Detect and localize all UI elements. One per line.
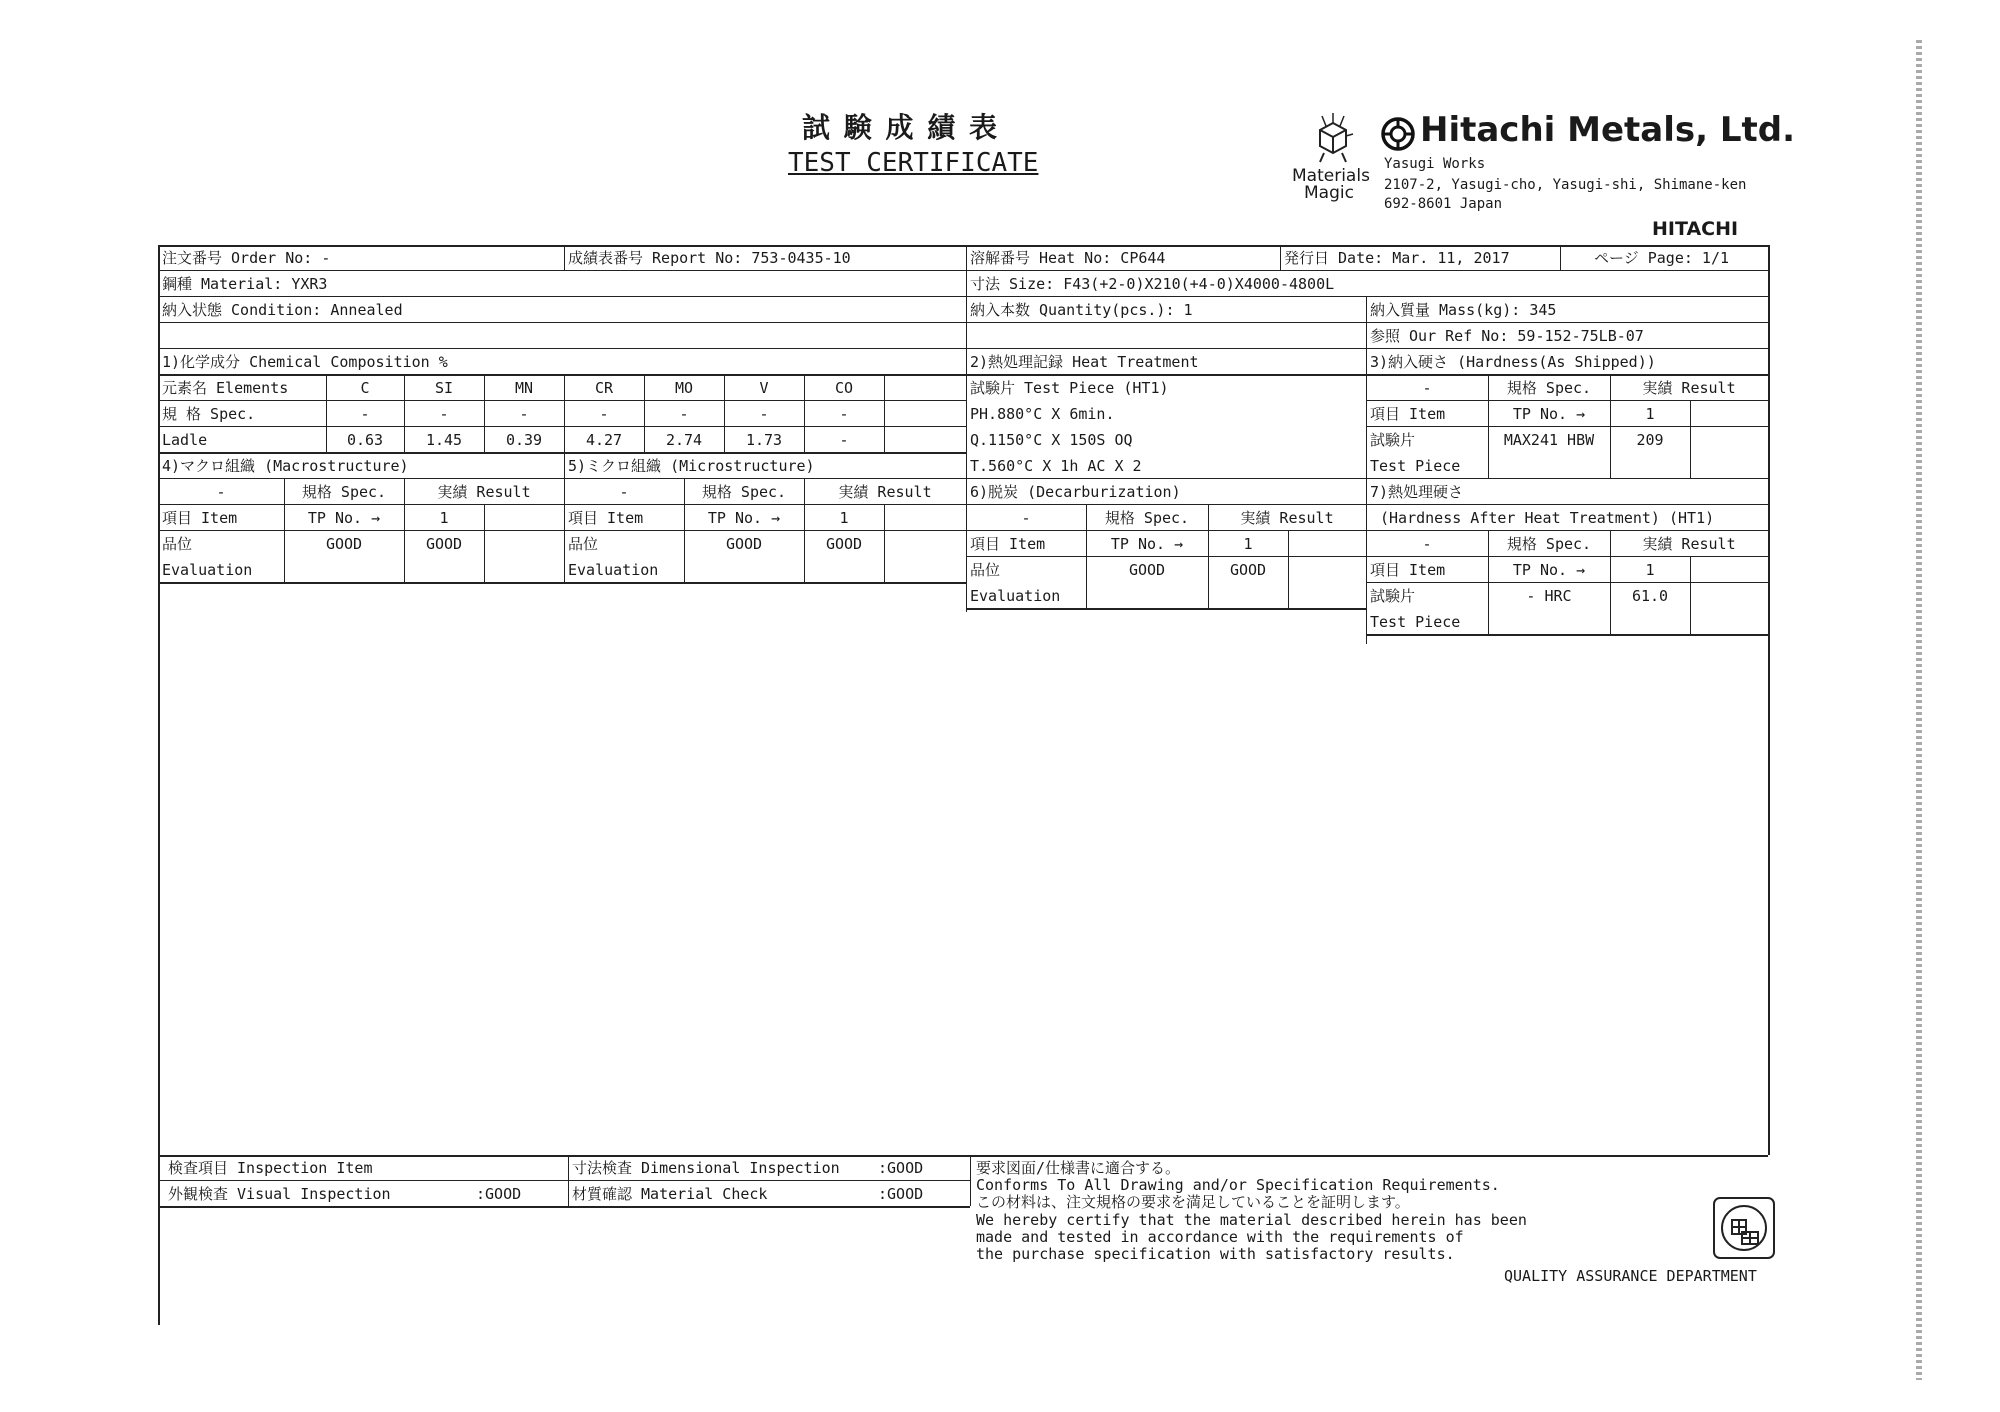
chem-ladle-cell: 1.73 bbox=[745, 431, 783, 449]
decarb-tp-value: 1 bbox=[1243, 535, 1253, 553]
hardht-subtitle: (Hardness After Heat Treatment) (HT1) bbox=[1380, 509, 1715, 527]
visual-inspection-value: :GOOD bbox=[476, 1185, 522, 1203]
quantity: 納入本数 Quantity(pcs.): 1 bbox=[970, 301, 1193, 319]
decarb-dash: - bbox=[1021, 509, 1031, 527]
micro-title: 5)ミクロ組織 (Microstructure) bbox=[568, 457, 815, 475]
hardht-item: 項目 Item bbox=[1370, 561, 1446, 579]
micro-eval-en: Evaluation bbox=[568, 561, 659, 579]
macro-eval-en: Evaluation bbox=[162, 561, 253, 579]
company-name: Hitachi Metals, Ltd. bbox=[1420, 110, 1796, 150]
hardht-tp: TP No. → bbox=[1512, 561, 1586, 579]
chem-ladle-label: Ladle bbox=[162, 431, 208, 449]
hardht-dash: - bbox=[1422, 535, 1432, 553]
hard-spec-header: 規格 Spec. bbox=[1506, 379, 1592, 397]
chem-ladle-cell: - bbox=[839, 431, 849, 449]
heat-line-1: PH.880°C X 6min. bbox=[970, 405, 1115, 423]
chem-ladle-cell: 0.63 bbox=[346, 431, 384, 449]
materials-magic-line2: Magic bbox=[1304, 183, 1354, 203]
size: 寸法 Size: F43(+2-0)X210(+4-0)X4000-4800L bbox=[970, 275, 1335, 293]
material-check-label: 材質確認 Material Check bbox=[572, 1185, 768, 1203]
title-japanese: 試 験 成 績 表 bbox=[802, 111, 999, 144]
quality-stamp-icon bbox=[1712, 1196, 1776, 1260]
macro-result-header: 実績 Result bbox=[437, 483, 531, 501]
decarb-title: 6)脱炭 (Decarburization) bbox=[970, 483, 1181, 501]
issue-date: 発行日 Date: Mar. 11, 2017 bbox=[1284, 249, 1510, 267]
decarb-spec-header: 規格 Spec. bbox=[1104, 509, 1190, 527]
heat-line-3: T.560°C X 1h AC X 2 bbox=[970, 457, 1142, 475]
chem-elements-cell: V bbox=[759, 379, 769, 397]
cert-line-6: the purchase specification with satisfactory results. bbox=[976, 1245, 1455, 1263]
row-line-2 bbox=[158, 296, 1768, 297]
inspection-item-label: 検査項目 Inspection Item bbox=[168, 1159, 373, 1177]
dimensional-inspection-value: :GOOD bbox=[878, 1159, 924, 1177]
chem-elements-cell: MN bbox=[514, 379, 534, 397]
row-line-5 bbox=[158, 374, 1768, 376]
material-check-value: :GOOD bbox=[878, 1185, 924, 1203]
hardht-piece-jp: 試験片 bbox=[1370, 587, 1416, 605]
row-line-3 bbox=[158, 322, 1768, 323]
hard-item: 項目 Item bbox=[1370, 405, 1446, 423]
qa-department: QUALITY ASSURANCE DEPARTMENT bbox=[1504, 1267, 1757, 1285]
chem-elements-cell: MO bbox=[674, 379, 694, 397]
decarb-result-value: GOOD bbox=[1229, 561, 1267, 579]
chem-elements-cell: CO bbox=[834, 379, 854, 397]
row-line-1 bbox=[158, 270, 1768, 271]
macro-result-value: GOOD bbox=[425, 535, 463, 553]
chem-spec-cell: - bbox=[759, 405, 769, 423]
chem-spec-label: 規 格 Spec. bbox=[162, 405, 256, 423]
heat-title: 2)熱処理記録 Heat Treatment bbox=[970, 353, 1199, 371]
chem-title: 1)化学成分 Chemical Composition % bbox=[162, 353, 448, 371]
hard-tp-value: 1 bbox=[1645, 405, 1655, 423]
micro-dash: - bbox=[619, 483, 629, 501]
report-no: 成績表番号 Report No: 753-0435-10 bbox=[568, 249, 851, 267]
macro-item: 項目 Item bbox=[162, 509, 238, 527]
chem-elements-cell: SI bbox=[434, 379, 454, 397]
macro-dash: - bbox=[216, 483, 226, 501]
address-line2: 692-8601 Japan bbox=[1384, 196, 1503, 212]
hitachi-emblem-icon bbox=[1380, 116, 1416, 152]
cert-line-3: この材料は、注文規格の要求を満足していることを証明します。 bbox=[976, 1193, 1410, 1211]
macro-tp-value: 1 bbox=[439, 509, 449, 527]
cert-line-4: We hereby certify that the material described herein has been bbox=[976, 1211, 1527, 1229]
cert-line-2: Conforms To All Drawing and/or Specification Requirements. bbox=[976, 1176, 1500, 1194]
chem-spec-cell: - bbox=[439, 405, 449, 423]
chem-elements-cell: C bbox=[360, 379, 370, 397]
micro-spec-value: GOOD bbox=[725, 535, 763, 553]
macro-spec-value: GOOD bbox=[325, 535, 363, 553]
title-english: TEST CERTIFICATE bbox=[788, 148, 1039, 178]
decarb-result-header: 実績 Result bbox=[1240, 509, 1334, 527]
chem-spec-cell: - bbox=[679, 405, 689, 423]
chem-ladle-cell: 4.27 bbox=[585, 431, 623, 449]
visual-inspection-label: 外観検査 Visual Inspection bbox=[168, 1185, 391, 1203]
hitachi-wordmark: HITACHI bbox=[1652, 218, 1739, 240]
decarb-eval-jp: 品位 bbox=[970, 561, 1001, 579]
order-no: 注文番号 Order No: - bbox=[162, 249, 331, 267]
micro-item: 項目 Item bbox=[568, 509, 644, 527]
macro-spec-header: 規格 Spec. bbox=[301, 483, 387, 501]
macro-title: 4)マクロ組織 (Macrostructure) bbox=[162, 457, 409, 475]
heat-line-2: Q.1150°C X 150S OQ bbox=[970, 431, 1133, 449]
hard-piece-jp: 試験片 bbox=[1370, 431, 1416, 449]
material: 鋼種 Material: YXR3 bbox=[162, 275, 328, 293]
chem-ladle-cell: 2.74 bbox=[665, 431, 703, 449]
materials-magic-line1: Materials bbox=[1292, 166, 1370, 186]
hardht-piece-en: Test Piece bbox=[1370, 613, 1461, 631]
hard-tp: TP No. → bbox=[1512, 405, 1586, 423]
chem-ladle-cell: 1.45 bbox=[425, 431, 463, 449]
cube-logo-icon bbox=[1312, 112, 1354, 164]
chem-spec-cell: - bbox=[599, 405, 609, 423]
heat-test-piece: 試験片 Test Piece (HT1) bbox=[970, 379, 1169, 397]
chem-spec-cell: - bbox=[360, 405, 370, 423]
works-name: Yasugi Works bbox=[1384, 156, 1486, 172]
hard-result-header: 実績 Result bbox=[1642, 379, 1736, 397]
hard-piece-en: Test Piece bbox=[1370, 457, 1461, 475]
decarb-tp: TP No. → bbox=[1110, 535, 1184, 553]
chem-spec-cell: - bbox=[839, 405, 849, 423]
scan-edge bbox=[1916, 40, 1922, 1380]
micro-tp: TP No. → bbox=[707, 509, 781, 527]
heat-no: 溶解番号 Heat No: CP644 bbox=[970, 249, 1166, 267]
micro-result-value: GOOD bbox=[825, 535, 863, 553]
condition: 納入状態 Condition: Annealed bbox=[162, 301, 403, 319]
frame-right bbox=[1768, 245, 1770, 1155]
frame-left bbox=[158, 245, 160, 1325]
hard-title: 3)納入硬さ (Hardness(As Shipped)) bbox=[1370, 353, 1656, 371]
decarb-eval-en: Evaluation bbox=[970, 587, 1061, 605]
address-line1: 2107-2, Yasugi-cho, Yasugi-shi, Shimane-ken bbox=[1384, 177, 1747, 193]
page-number: ページ Page: 1/1 bbox=[1594, 249, 1730, 267]
chem-elements-cell: CR bbox=[594, 379, 614, 397]
micro-tp-value: 1 bbox=[839, 509, 849, 527]
micro-eval-jp: 品位 bbox=[568, 535, 599, 553]
micro-spec-header: 規格 Spec. bbox=[701, 483, 787, 501]
hardht-spec-value: - HRC bbox=[1526, 587, 1572, 605]
decarb-item: 項目 Item bbox=[970, 535, 1046, 553]
cert-line-1: 要求図面/仕様書に適合する。 bbox=[976, 1159, 1181, 1177]
micro-result-header: 実績 Result bbox=[838, 483, 932, 501]
hard-result-value: 209 bbox=[1636, 431, 1664, 449]
hardht-result-value: 61.0 bbox=[1631, 587, 1669, 605]
chem-ladle-cell: 0.39 bbox=[505, 431, 543, 449]
cert-line-5: made and tested in accordance with the requirements of bbox=[976, 1228, 1464, 1246]
macro-eval-jp: 品位 bbox=[162, 535, 193, 553]
hard-dash: - bbox=[1422, 379, 1432, 397]
chem-elements-label: 元素名 Elements bbox=[162, 379, 289, 397]
macro-tp: TP No. → bbox=[307, 509, 381, 527]
hardht-title: 7)熱処理硬さ bbox=[1370, 483, 1464, 501]
chem-spec-cell: - bbox=[519, 405, 529, 423]
decarb-spec-value: GOOD bbox=[1128, 561, 1166, 579]
our-ref: 参照 Our Ref No: 59-152-75LB-07 bbox=[1370, 327, 1644, 345]
hard-spec-value: MAX241 HBW bbox=[1503, 431, 1595, 449]
frame-top bbox=[158, 245, 1768, 247]
hardht-tp-value: 1 bbox=[1645, 561, 1655, 579]
frame-bottom bbox=[158, 1155, 1768, 1157]
row-line-4 bbox=[158, 348, 1768, 349]
mass: 納入質量 Mass(kg): 345 bbox=[1370, 301, 1557, 319]
dimensional-inspection-label: 寸法検査 Dimensional Inspection bbox=[572, 1159, 840, 1177]
hardht-result-header: 実績 Result bbox=[1642, 535, 1736, 553]
hardht-spec-header: 規格 Spec. bbox=[1506, 535, 1592, 553]
